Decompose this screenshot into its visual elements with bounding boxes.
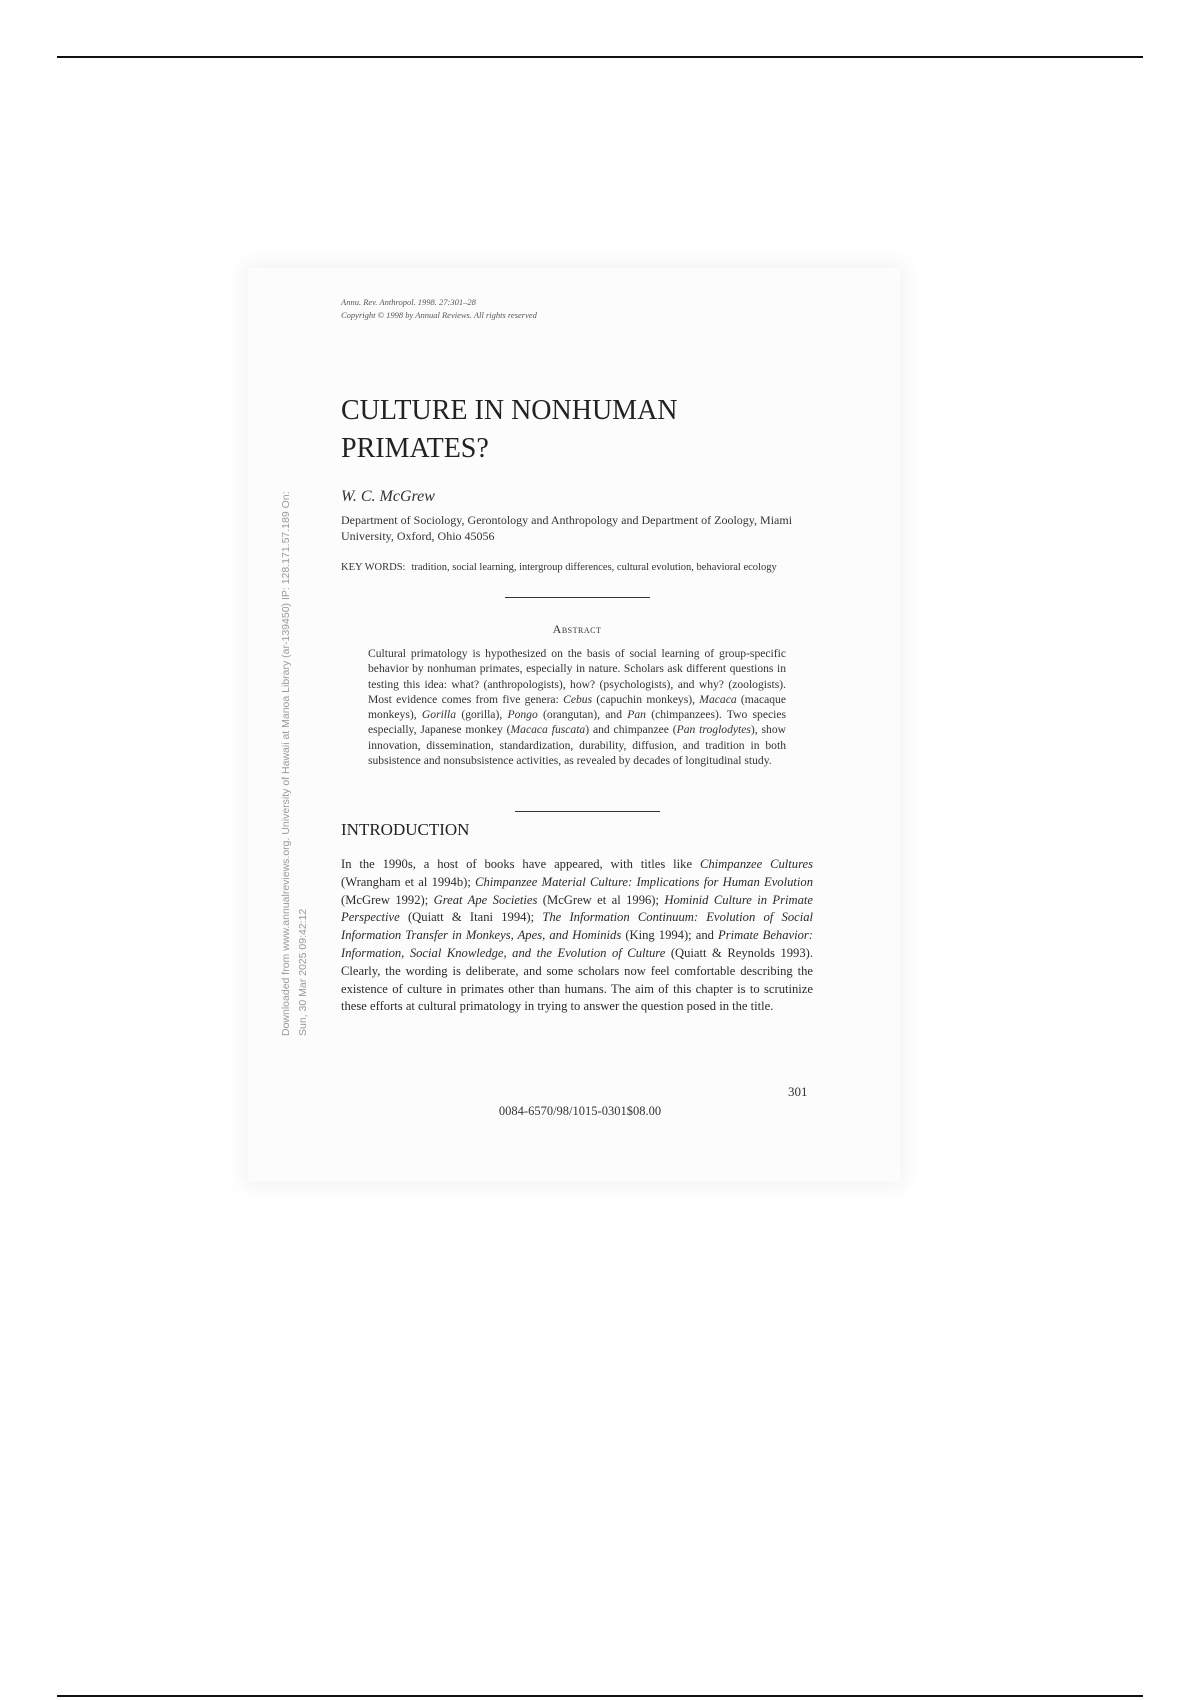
download-notice-line2: Sun, 30 Mar 2025 09:42:12 <box>297 908 309 1036</box>
download-notice <box>278 491 312 1036</box>
download-notice-line1: Downloaded from www.annualreviews.org. University of Hawaii at Manoa Library (ar-139450) IP: 128.171.57.189 On: <box>280 491 292 1036</box>
author-name: W. C. McGrew <box>341 488 435 505</box>
text-run: Cultural primatology is hypothesized on the basis of social learning of group-specific behavior by nonhuman primates, especially in nature. Scholars ask different questions in testing this idea: what? (anthropologists), how? (psychologists), and why? (zoologists). Most evidence comes from five genera: <box>368 647 786 706</box>
text-run: (orangutan), and <box>537 708 628 722</box>
bottom-rule <box>57 1695 1143 1697</box>
italic-title-run: Pan <box>627 708 646 722</box>
introduction-heading: INTRODUCTION <box>341 820 470 839</box>
text-run: ) and chimpanzee ( <box>585 723 677 737</box>
text-run: (Wrangham et al 1994b); <box>341 874 476 889</box>
italic-title-run: Great Ape Societies <box>433 892 538 907</box>
text-run: (gorilla), <box>456 708 508 722</box>
text-run: (Quiatt & Itani 1994); <box>399 910 543 925</box>
text-run: (capuchin monkeys), <box>592 692 700 706</box>
introduction-text <box>341 856 813 1016</box>
keywords-terms: tradition, social learning, intergroup differences, cultural evolution, behavioral ecology <box>411 562 777 573</box>
keywords-divider <box>505 597 650 598</box>
italic-title-run: Chimpanzee Cultures <box>699 857 813 871</box>
author-affiliation: Department of Sociology, Gerontology and Anthropology and Department of Zoology, Miami University, Oxford, Ohio 45056 <box>341 513 793 543</box>
journal-citation <box>341 296 537 322</box>
italic-title-run: The Information Continuum: Evolution of Social Information Transfer in Monkeys, Apes, and Hominids <box>341 910 814 943</box>
page-number: 301 <box>788 1084 808 1099</box>
italic-title-run: Hominid Culture in Primate Perspective <box>341 892 813 925</box>
article-title: CULTURE IN NONHUMAN PRIMATES? <box>341 395 678 464</box>
italic-title-run: Macaca fuscata <box>510 723 586 737</box>
text-run: (King 1994); and <box>621 928 718 943</box>
italic-title-run: Pan troglodytes <box>676 723 751 737</box>
article-code: 0084-6570/98/1015-0301$08.00 <box>498 1104 662 1118</box>
text-run: (McGrew et al 1996); <box>537 892 665 907</box>
italic-title-run: Chimpanzee Material Culture: Implications for Human Evolution <box>475 874 813 889</box>
text-run: ), show innovation, dissemination, standardization, durability, diffusion, and tradition in both subsistence and nonsubsistence activities, as revealed by decades of longitudinal study. <box>368 723 787 768</box>
italic-title-run: Gorilla <box>421 708 457 722</box>
top-rule <box>57 56 1143 58</box>
abstract-text <box>368 646 786 768</box>
abstract-heading: Abstract <box>552 622 602 636</box>
text-run: In the 1990s, a host of books have appeared, with titles like <box>341 857 700 871</box>
text-run: (McGrew 1992); <box>341 892 434 907</box>
italic-title-run: Cebus <box>563 692 593 706</box>
journal-line: Annu. Rev. Anthropol. 1998. 27:301–28 <box>341 297 476 307</box>
text-run: (Quiatt & Reynolds 1993). Clearly, the wording is deliberate, and some scholars now feel comfortable describing the existence of culture in primates other than humans. The aim of this chapter is to scrutinize these efforts at cultural primatology in trying to answer the question posed in the title. <box>341 945 813 1014</box>
italic-title-run: Pongo <box>507 708 538 722</box>
text-run: (macaque monkeys), <box>368 692 786 722</box>
abstract-divider <box>515 811 660 812</box>
text-run: (chimpanzees). Two species especially, Japanese monkey ( <box>368 708 786 737</box>
keywords-label: KEY WORDS: <box>341 562 406 573</box>
italic-title-run: Macaca <box>699 692 737 706</box>
keywords-block <box>341 561 813 575</box>
copyright-line: Copyright © 1998 by Annual Reviews. All rights reserved <box>341 310 537 320</box>
italic-title-run: Primate Behavior: Information, Social Knowledge, and the Evolution of Culture <box>341 928 813 960</box>
